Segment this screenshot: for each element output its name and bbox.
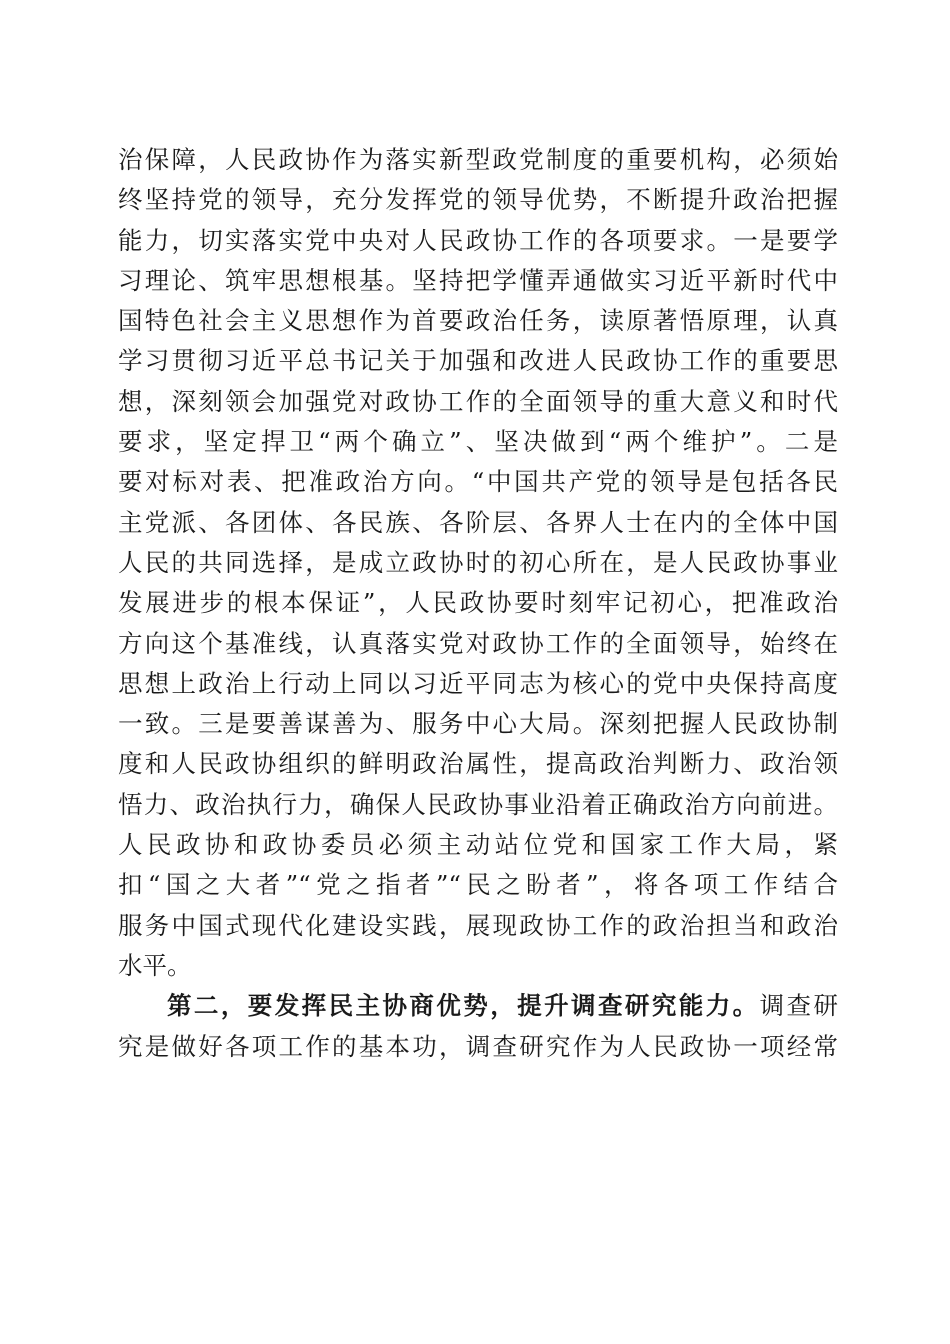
text-line: 方向这个基准线，认真落实党对政协工作的全面领导，始终在 bbox=[118, 628, 838, 658]
text-line: 要求，坚定捍卫“两个确立”、坚决做到“两个维护”。二是 bbox=[118, 427, 838, 457]
text-line bbox=[118, 986, 838, 1026]
text-line: 主党派、各团体、各民族、各阶层、各界人士在内的全体中国 bbox=[118, 507, 838, 537]
text-line: 学习贯彻习近平总书记关于加强和改进人民政协工作的重要思 bbox=[118, 346, 838, 376]
text-line: 人民政协和政协委员必须主动站位党和国家工作大局，紧 bbox=[118, 830, 838, 860]
text-line: 发展进步的根本保证”，人民政协要时刻牢记初心，把准政治 bbox=[118, 588, 838, 618]
text-line: 人民的共同选择，是成立政协时的初心所在，是人民政协事业 bbox=[118, 547, 838, 577]
text-line: 服务中国式现代化建设实践，展现政协工作的政治担当和政治 bbox=[118, 910, 838, 940]
text-line: 终坚持党的领导，充分发挥党的领导优势，不断提升政治把握 bbox=[118, 185, 838, 215]
text-line: 度和人民政协组织的鲜明政治属性，提高政治判断力、政治领 bbox=[118, 749, 838, 779]
text-line: 扣“国之大者”“党之指者”“民之盼者”，将各项工作结合 bbox=[118, 870, 838, 900]
text-line: 水平。 bbox=[118, 950, 192, 980]
text-line: 思想上政治上行动上同以习近平同志为核心的党中央保持高度 bbox=[118, 668, 838, 698]
text-line: 一致。三是要善谋善为、服务中心大局。深刻把握人民政协制 bbox=[118, 709, 838, 739]
document-body bbox=[118, 140, 838, 1067]
text-line: 能力，切实落实党中央对人民政协工作的各项要求。一是要学 bbox=[118, 225, 838, 255]
paragraph-1 bbox=[118, 140, 838, 986]
text-line: 习理论、筑牢思想根基。坚持把学懂弄通做实习近平新时代中 bbox=[118, 265, 838, 295]
text-line: 要对标对表、把准政治方向。“中国共产党的领导是包括各民 bbox=[118, 467, 838, 497]
heading-line-text: 调查研 bbox=[759, 991, 838, 1021]
paragraph-2 bbox=[118, 986, 838, 1067]
section-heading: 第二，要发挥民主协商优势，提升调查研究能力。 bbox=[167, 991, 760, 1021]
text-line: 悟力、政治执行力，确保人民政协事业沿着正确政治方向前进。 bbox=[118, 789, 838, 819]
text-line: 想，深刻领会加强党对政协工作的全面领导的重大意义和时代 bbox=[118, 386, 838, 416]
text-line: 国特色社会主义思想作为首要政治任务，读原著悟原理，认真 bbox=[118, 306, 838, 336]
text-line: 治保障，人民政协作为落实新型政党制度的重要机构，必须始 bbox=[118, 145, 838, 174]
text-line: 究是做好各项工作的基本功，调查研究作为人民政协一项经常 bbox=[118, 1031, 838, 1061]
